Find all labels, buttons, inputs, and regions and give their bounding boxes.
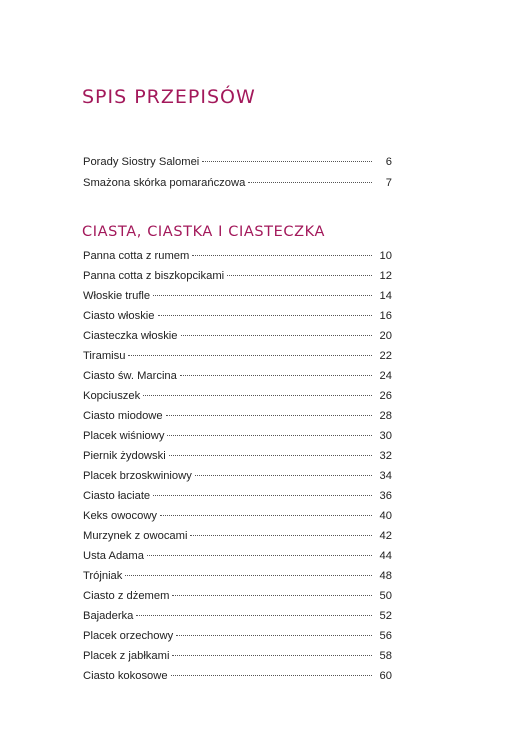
- toc-entry-label: Trójniak: [83, 570, 123, 582]
- toc-entry-page: 10: [379, 250, 392, 262]
- toc-dot-leader: [125, 575, 372, 576]
- toc-dot-leader: [171, 675, 372, 676]
- toc-dot-leader: [227, 275, 372, 276]
- toc-entry: [83, 486, 392, 506]
- toc-entry-label: Ciasto miodowe: [83, 410, 163, 422]
- toc-entry-label: Kopciuszek: [83, 390, 141, 402]
- toc-entry-page: 52: [379, 610, 392, 622]
- toc-dot-leader: [167, 435, 372, 436]
- toc-entry: [83, 326, 392, 346]
- toc-dot-leader: [181, 335, 372, 336]
- toc-entry: [83, 606, 392, 626]
- toc-entry: [83, 466, 392, 486]
- toc-dot-leader: [136, 615, 372, 616]
- toc-entry-page: 32: [379, 450, 392, 462]
- toc-entry-label: Placek wiśniowy: [83, 430, 165, 442]
- toc-entry-label: Bajaderka: [83, 610, 134, 622]
- page-title: SPIS PRZEPISÓW: [82, 86, 256, 108]
- toc-entry-page: 14: [379, 290, 392, 302]
- toc-dot-leader: [190, 535, 372, 536]
- toc-dot-leader: [153, 495, 372, 496]
- toc-intro-list: [83, 152, 392, 194]
- toc-dot-leader: [176, 635, 372, 636]
- toc-entry-page: 6: [385, 156, 392, 168]
- toc-entry: [83, 506, 392, 526]
- toc-entry-page: 26: [379, 390, 392, 402]
- toc-entry-label: Ciasto kokosowe: [83, 670, 168, 682]
- toc-entry-page: 7: [385, 177, 392, 189]
- toc-entry-label: Keks owocowy: [83, 510, 157, 522]
- toc-entry-label: Włoskie trufle: [83, 290, 151, 302]
- toc-entry-page: 36: [379, 490, 392, 502]
- toc-entry-label: Ciasteczka włoskie: [83, 330, 178, 342]
- toc-entry-label: Porady Siostry Salomei: [83, 156, 200, 168]
- toc-dot-leader: [128, 355, 372, 356]
- toc-dot-leader: [160, 515, 372, 516]
- toc-dot-leader: [169, 455, 372, 456]
- toc-entry: [83, 626, 392, 646]
- toc-entry-page: 16: [379, 310, 392, 322]
- toc-entry: [83, 386, 392, 406]
- toc-dot-leader: [202, 161, 372, 162]
- toc-entry: [83, 366, 392, 386]
- toc-entry-page: 56: [379, 630, 392, 642]
- toc-entry: [83, 646, 392, 666]
- toc-entry-page: 58: [379, 650, 392, 662]
- toc-entry-page: 50: [379, 590, 392, 602]
- toc-entry: [83, 546, 392, 566]
- toc-dot-leader: [192, 255, 372, 256]
- toc-entry-page: 40: [379, 510, 392, 522]
- toc-dot-leader: [172, 655, 372, 656]
- toc-entry-page: 48: [379, 570, 392, 582]
- toc-entry: [83, 346, 392, 366]
- toc-entry-page: 24: [379, 370, 392, 382]
- toc-entry-page: 28: [379, 410, 392, 422]
- toc-entry-page: 34: [379, 470, 392, 482]
- toc-dot-leader: [166, 415, 372, 416]
- toc-dot-leader: [180, 375, 372, 376]
- toc-entry: [83, 173, 392, 194]
- toc-entry-label: Panna cotta z biszkopcikami: [83, 270, 225, 282]
- toc-entry-label: Ciasto z dżemem: [83, 590, 170, 602]
- toc-entry-label: Tiramisu: [83, 350, 126, 362]
- toc-entry-page: 42: [379, 530, 392, 542]
- toc-entry-label: Ciasto łaciate: [83, 490, 151, 502]
- toc-entry-label: Ciasto włoskie: [83, 310, 155, 322]
- toc-entry-page: 12: [379, 270, 392, 282]
- toc-dot-leader: [143, 395, 372, 396]
- toc-section-list: [83, 246, 392, 686]
- toc-dot-leader: [158, 315, 372, 316]
- toc-entry-label: Murzynek z owocami: [83, 530, 188, 542]
- toc-entry: [83, 446, 392, 466]
- toc-entry-label: Placek brzoskwiniowy: [83, 470, 192, 482]
- toc-entry-page: 44: [379, 550, 392, 562]
- section-title: CIASTA, CIASTKA I CIASTECZKA: [82, 224, 326, 240]
- toc-entry-label: Smażona skórka pomarańczowa: [83, 177, 246, 189]
- toc-entry-label: Placek z jabłkami: [83, 650, 170, 662]
- toc-entry-page: 60: [379, 670, 392, 682]
- toc-dot-leader: [153, 295, 372, 296]
- toc-entry-label: Usta Adama: [83, 550, 144, 562]
- toc-entry: [83, 152, 392, 173]
- toc-dot-leader: [195, 475, 372, 476]
- toc-entry: [83, 426, 392, 446]
- toc-dot-leader: [147, 555, 372, 556]
- toc-entry-page: 30: [379, 430, 392, 442]
- toc-entry-label: Ciasto św. Marcina: [83, 370, 177, 382]
- toc-entry-label: Panna cotta z rumem: [83, 250, 190, 262]
- toc-entry: [83, 526, 392, 546]
- toc-entry: [83, 246, 392, 266]
- toc-entry: [83, 586, 392, 606]
- toc-entry-label: Piernik żydowski: [83, 450, 166, 462]
- toc-entry-label: Placek orzechowy: [83, 630, 174, 642]
- toc-entry: [83, 286, 392, 306]
- toc-entry-page: 22: [379, 350, 392, 362]
- toc-entry-page: 20: [379, 330, 392, 342]
- toc-entry: [83, 306, 392, 326]
- toc-dot-leader: [172, 595, 372, 596]
- toc-entry: [83, 406, 392, 426]
- toc-entry: [83, 566, 392, 586]
- toc-entry: [83, 266, 392, 286]
- toc-dot-leader: [248, 182, 372, 183]
- toc-entry: [83, 666, 392, 686]
